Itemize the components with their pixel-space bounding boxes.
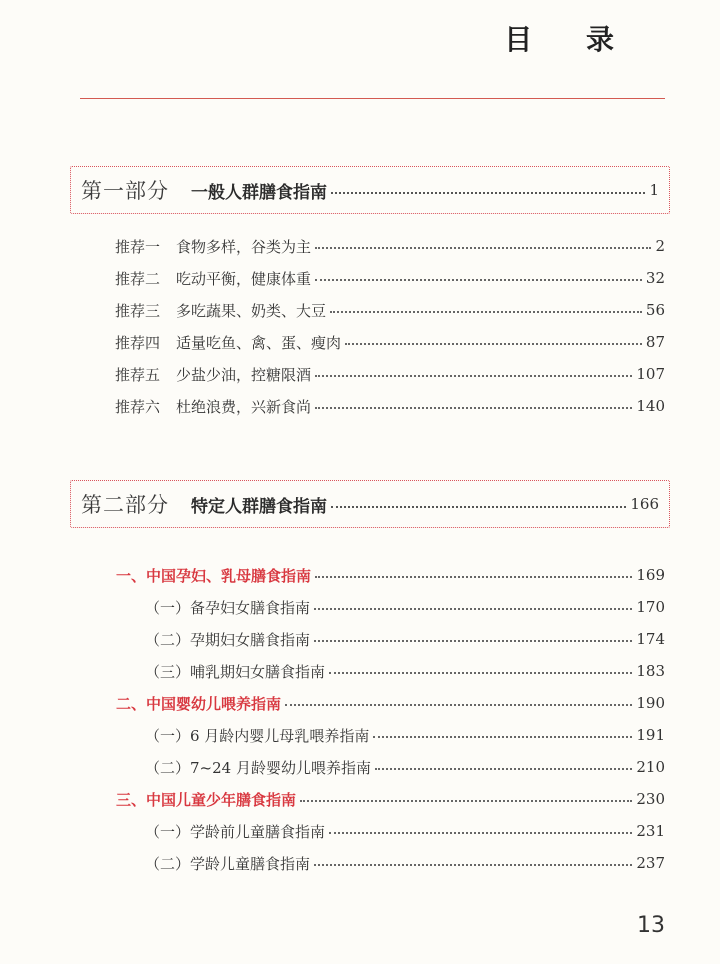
rec-number: 推荐六	[115, 397, 161, 416]
leader-dots	[315, 247, 651, 249]
leader-dots	[331, 192, 645, 194]
title-divider	[80, 98, 665, 99]
toc-entry-section[interactable]	[145, 754, 665, 780]
section-page: 237	[636, 854, 665, 872]
leader-dots	[329, 672, 632, 674]
rec-title: 少盐少油，控糖限酒	[176, 365, 312, 384]
toc-entry-rec3[interactable]	[115, 297, 665, 323]
part1-header[interactable]	[70, 166, 670, 214]
toc-entry-rec6[interactable]	[115, 393, 665, 419]
chapter-title: 二、中国婴幼儿喂养指南	[116, 694, 282, 713]
chapter-title: 一、中国孕妇、乳母膳食指南	[116, 566, 312, 585]
part1-label: 第一部分	[81, 179, 169, 203]
chapter-title: 三、中国儿童少年膳食指南	[116, 790, 297, 809]
leader-dots	[314, 864, 632, 866]
rec-title: 多吃蔬果、奶类、大豆	[176, 301, 327, 320]
section-page: 170	[636, 598, 665, 616]
section-page: 231	[636, 822, 665, 840]
rec-number: 推荐三	[115, 301, 161, 320]
rec-number: 推荐四	[115, 333, 161, 352]
leader-dots	[315, 407, 632, 409]
section-page: 174	[636, 630, 665, 648]
toc-entry-chapter[interactable]	[116, 562, 665, 588]
toc-entry-section[interactable]	[145, 594, 665, 620]
chapter-page: 230	[636, 790, 665, 808]
leader-dots	[300, 800, 632, 802]
rec-page: 56	[645, 301, 665, 319]
toc-entry-section[interactable]	[145, 658, 665, 684]
rec-page: 2	[655, 237, 665, 255]
rec-number: 推荐一	[115, 237, 161, 256]
section-page: 210	[636, 758, 665, 776]
leader-dots	[373, 736, 632, 738]
leader-dots	[375, 768, 632, 770]
leader-dots	[315, 375, 632, 377]
section-title: （一）备孕妇女膳食指南	[145, 598, 311, 617]
leader-dots	[329, 832, 632, 834]
leader-dots	[285, 704, 632, 706]
rec-page: 87	[645, 333, 665, 351]
rec-number: 推荐五	[115, 365, 161, 384]
leader-dots	[330, 311, 642, 313]
toc-entry-rec1[interactable]	[115, 233, 665, 259]
toc-entry-chapter[interactable]	[116, 690, 665, 716]
rec-title: 杜绝浪费，兴新食尚	[176, 397, 312, 416]
rec-title: 食物多样，谷类为主	[176, 237, 312, 256]
leader-dots	[314, 640, 632, 642]
section-title: （二）孕期妇女膳食指南	[145, 630, 311, 649]
chapter-page: 169	[636, 566, 665, 584]
toc-entry-section[interactable]	[145, 850, 665, 876]
rec-title: 吃动平衡，健康体重	[176, 269, 312, 288]
page-number: 13	[637, 913, 665, 938]
toc-entry-rec5[interactable]	[115, 361, 665, 387]
rec-page: 32	[645, 269, 665, 287]
part2-label: 第二部分	[81, 493, 169, 517]
rec-page: 107	[636, 365, 665, 383]
toc-entry-rec4[interactable]	[115, 329, 665, 355]
toc-entry-rec2[interactable]	[115, 265, 665, 291]
toc-entry-chapter[interactable]	[116, 786, 665, 812]
section-title: （一）学龄前儿童膳食指南	[145, 822, 326, 841]
section-title: （三）哺乳期妇女膳食指南	[145, 662, 326, 681]
rec-title: 适量吃鱼、禽、蛋、瘦肉	[176, 333, 342, 352]
rec-page: 140	[636, 397, 665, 415]
part2-header[interactable]	[70, 480, 670, 528]
part2-title: 特定人群膳食指南	[191, 496, 327, 517]
section-page: 191	[636, 726, 665, 744]
toc-entry-section[interactable]	[145, 722, 665, 748]
part1-page: 1	[649, 181, 659, 199]
leader-dots	[345, 343, 642, 345]
toc-entry-section[interactable]	[145, 818, 665, 844]
section-page: 183	[636, 662, 665, 680]
leader-dots	[331, 506, 626, 508]
page-title: 目 录	[504, 23, 636, 56]
rec-number: 推荐二	[115, 269, 161, 288]
chapter-page: 190	[636, 694, 665, 712]
section-title: （一）6 月龄内婴儿母乳喂养指南	[145, 726, 370, 745]
leader-dots	[315, 279, 642, 281]
leader-dots	[315, 576, 632, 578]
part2-page: 166	[630, 495, 659, 513]
toc-entry-section[interactable]	[145, 626, 665, 652]
part1-title: 一般人群膳食指南	[191, 182, 327, 203]
leader-dots	[314, 608, 632, 610]
section-title: （二）学龄儿童膳食指南	[145, 854, 311, 873]
section-title: （二）7~24 月龄婴幼儿喂养指南	[145, 758, 371, 777]
